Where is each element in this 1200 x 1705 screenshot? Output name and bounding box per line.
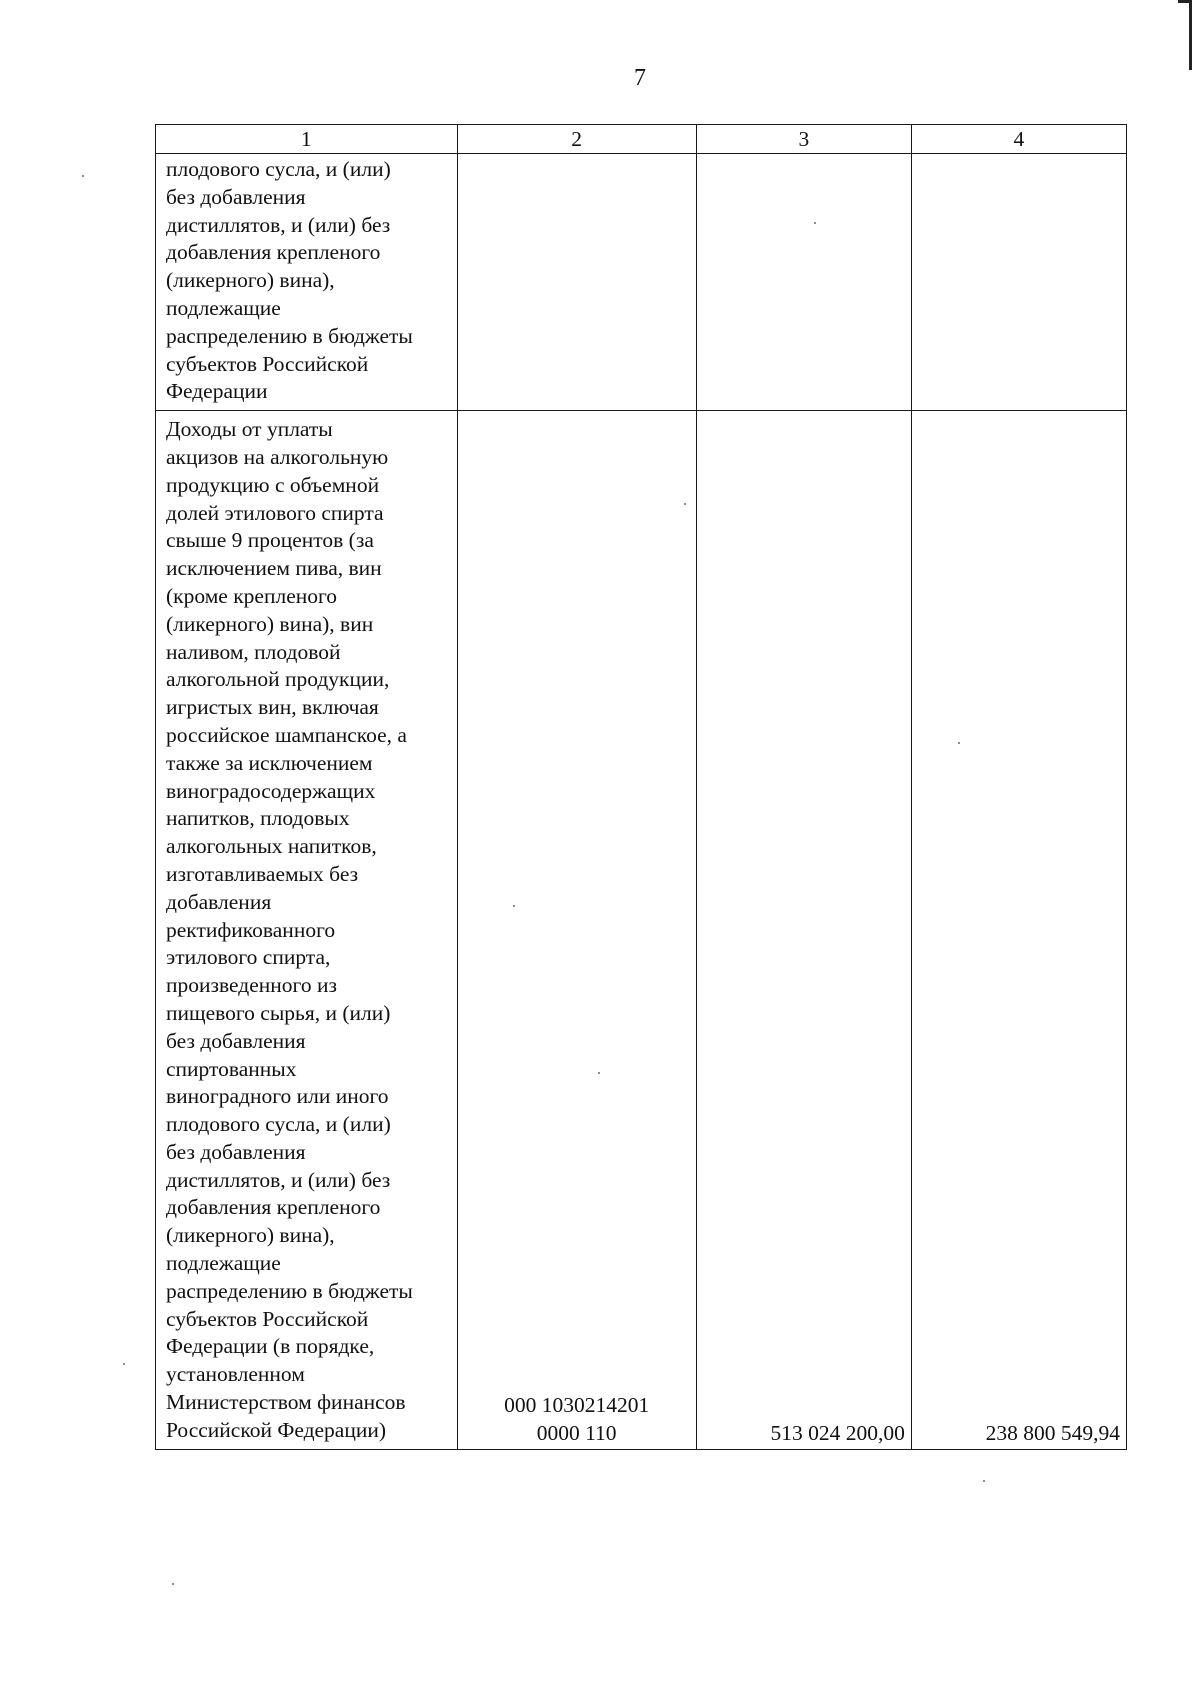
scan-speck [123,1363,125,1365]
row-description: Доходы от уплаты акцизов на алкогольную продукцию с объемной долей этилового спирта свыше 9 процентов (за исключением пива, вин (кроме крепленого (ликерного) вина), вин наливом, плодовой алкогольной продукции, игристых вин, включая российское шампанское, а также за исключением виноградосодержащих напитков, плодовых алкогольных напитков, изготавливаемых без добавления ректификованного этилового спирта, произведенного из пищевого сырья, и (или) без добавления спиртованных виноградного или иного плодового сусла, и (или) без добавления дистиллятов, и (или) без добавления крепленого (ликерного) вина), подлежащие распределению в бюджеты субъектов Российской Федерации (в порядке, установленном Министерством финансов Российской Федерации) [156,411,458,1449]
row-value-4 [911,154,1126,411]
scan-speck [958,742,960,744]
scan-speck [983,1480,985,1482]
scan-speck [814,222,816,224]
header-row [156,125,1127,154]
scan-speck [82,175,84,177]
row-code [457,154,696,411]
revenue-table [155,124,1127,1450]
scan-speck [172,1583,174,1585]
row-description: плодового сусла, и (или) без добавления дистиллятов, и (или) без добавления крепленого (ликерного) вина), подлежащие распределению в бюджеты субъектов Российской Федерации [156,154,458,411]
column-header-2: 2 [457,125,696,154]
table-row [156,411,1127,1449]
column-header-3: 3 [696,125,911,154]
column-header-4: 4 [911,125,1126,154]
row-value-3 [696,154,911,411]
scan-speck [513,905,515,907]
page-edge-mark [1189,0,1192,70]
scan-speck [684,503,686,505]
row-value-4: 238 800 549,94 [911,411,1126,1449]
row-value-3: 513 024 200,00 [696,411,911,1449]
column-header-1: 1 [156,125,458,154]
scan-speck [598,1072,600,1074]
table-row [156,154,1127,411]
row-code: 000 1030214201 0000 110 [457,411,696,1449]
page-number: 7 [634,65,646,91]
